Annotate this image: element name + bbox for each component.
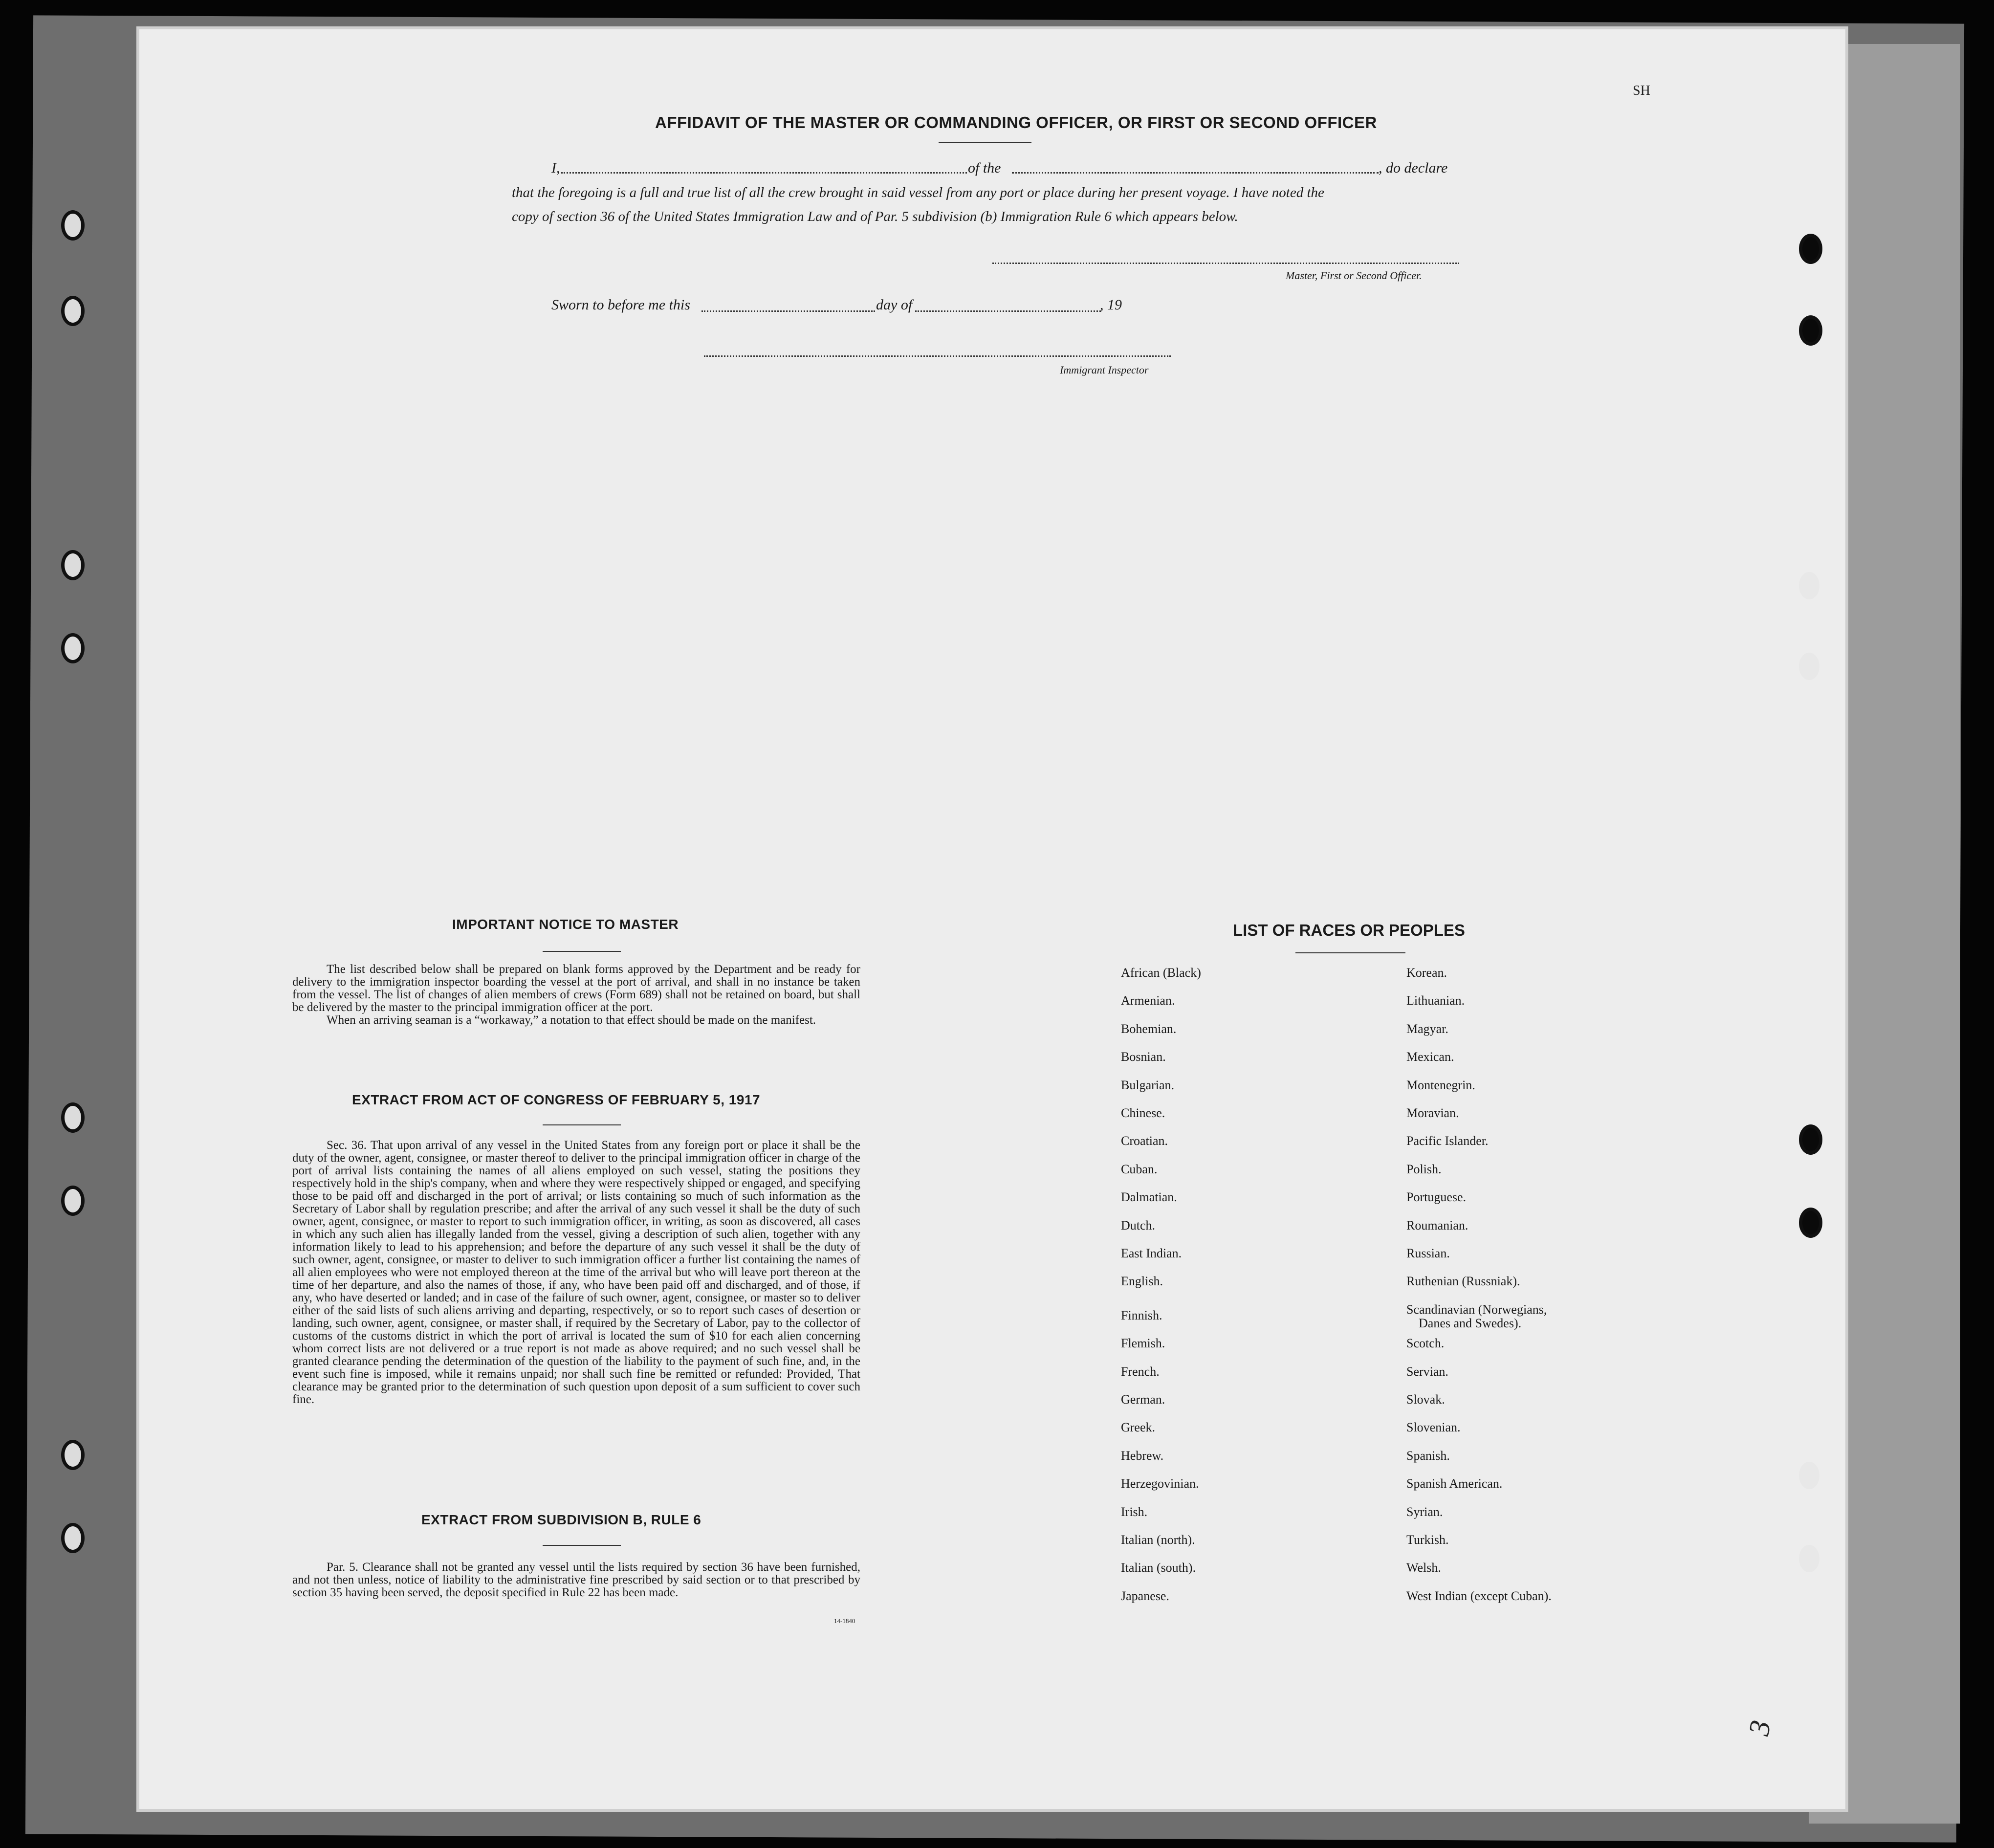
inspector-signature-line: [704, 355, 1171, 357]
race-right-item: Mexican.: [1406, 1050, 1454, 1064]
notice-paragraph-1: The list described below shall be prepared on blank forms approved by the Department and be ready for delivery to the immigration inspector boarding the vessel at the port of arrival, and shall in no instance be taken from the vessel. The list of changes of alien members of crews (Form 689) shall not be retained on board, but shall be delivered by the master to the principal immigration officer at the port.: [292, 963, 860, 1014]
race-left-item: Irish.: [1121, 1505, 1148, 1519]
affidavit-i: I,: [551, 160, 560, 176]
race-left-item: Dalmatian.: [1121, 1190, 1177, 1204]
name-blank: [561, 172, 967, 174]
race-left-item: Croatian.: [1121, 1134, 1168, 1148]
sworn-day-blank: [701, 310, 875, 312]
race-right-item: Montenegrin.: [1406, 1078, 1475, 1092]
rule-extract-text: Par. 5. Clearance shall not be granted any vessel until the lists required by section 36 have been furnished, and not then unless, notice of liability to the administrative fine prescribed by said section or to that prescribed by section 35 having been served, the deposit specified in Rule 22 has been made.: [292, 1561, 860, 1599]
race-right-item: Slovenian.: [1406, 1420, 1461, 1434]
master-signature-line: [992, 263, 1459, 264]
affidavit-declare: , do declare: [1379, 160, 1448, 176]
punch-hole-icon: [61, 550, 85, 580]
race-left-item: French.: [1121, 1364, 1160, 1379]
binding-hole-icon: [1799, 1124, 1822, 1155]
vessel-blank: [1012, 172, 1379, 174]
notice-body: [292, 963, 860, 1027]
affidavit-line3: copy of section 36 of the United States Immigration Law and of Par. 5 subdivision (b) Immigration Rule 6 which appears below.: [512, 209, 1238, 224]
rule-title-rule: [543, 1545, 621, 1546]
race-left-item: Cuban.: [1121, 1162, 1158, 1176]
binding-hole-icon: [1799, 572, 1819, 599]
race-right-item: Ruthenian (Russniak).: [1406, 1274, 1520, 1288]
race-right-item: Scotch.: [1406, 1336, 1445, 1350]
race-right-item: Lithuanian.: [1406, 993, 1465, 1008]
rule-extract-title: EXTRACT FROM SUBDIVISION B, RULE 6: [421, 1512, 701, 1527]
punch-hole-icon: [61, 296, 85, 326]
race-right-item: Servian.: [1406, 1364, 1448, 1379]
race-left-item: East Indian.: [1121, 1246, 1182, 1260]
race-left-item: Bohemian.: [1121, 1022, 1177, 1036]
race-right-item: Turkish.: [1406, 1533, 1449, 1547]
race-left-item: Japanese.: [1121, 1589, 1169, 1603]
race-right-item: Syrian.: [1406, 1505, 1443, 1519]
notice-title-rule: [543, 951, 621, 952]
binding-hole-icon: [1799, 234, 1822, 264]
punch-hole-icon: [61, 633, 85, 663]
race-right-item: Spanish.: [1406, 1449, 1450, 1463]
manifest-page: [139, 29, 1845, 1809]
affidavit-of-the: of the: [968, 160, 1001, 176]
title-underline: [939, 142, 1031, 143]
race-left-item: Flemish.: [1121, 1336, 1165, 1350]
race-right-item: Spanish American.: [1406, 1476, 1503, 1491]
race-right-item: Russian.: [1406, 1246, 1450, 1260]
form-number: 14-1840: [834, 1617, 855, 1625]
race-left-item: Bosnian.: [1121, 1050, 1166, 1064]
race-left-item: Armenian.: [1121, 993, 1175, 1008]
race-right-item: Danes and Swedes).: [1419, 1316, 1522, 1330]
race-left-item: Italian (north).: [1121, 1533, 1195, 1547]
sworn-year: , 19: [1100, 297, 1122, 313]
race-left-item: Greek.: [1121, 1420, 1156, 1434]
sworn-prefix: Sworn to before me this: [551, 297, 690, 313]
act-extract-text: Sec. 36. That upon arrival of any vessel in the United States from any foreign port or place it shall be the duty of the owner, agent, consignee, or master thereof to deliver to the principal immigration officer in charge of the port of arrival lists containing the names of all aliens employed on such vessel, stating the positions they respectively hold in the ship's company, when and where they were respectively shipped or engaged, and specifying those to be paid off and discharged in the port of arrival; or lists containing so much of such information as the Secretary of Labor shall by regulation prescribe; and after the arrival of any such vessel it shall be the duty of such owner, agent, consignee, or master to report to such immigration officer, in writing, as soon as discovered, all cases in which any such alien has illegally landed from the vessel, giving a description of such alien, together with any information likely to lead to his apprehension; and before the departure of any such vessel it shall be the duty of such owner, agent, consignee, or master to deliver to such immigration officer a further list containing the names of all alien employees who were not employed thereon at the time of the arrival but who will leave port thereon at the time of her departure, and also the names of those, if any, who have been paid off and discharged, and of those, if any, who have deserted or landed; and in case of the failure of such owner, agent, consignee, or master so to deliver either of the said lists of such aliens arriving and departing, respectively, or so to report such cases of desertion or landing, such owner, agent, consignee, or master shall, if required by the Secretary of Labor, pay to the collector of customs of the customs district in which the port of arrival is located the sum of $10 for each alien concerning whom correct lists are not delivered or a true report is not made as above required; and no such vessel shall be granted clearance pending the determination of the question of the liability to the payment of such fine, and, in the event such fine is imposed, while it remains unpaid; nor shall such fine be remitted or refunded: Provided, That clearance may be granted prior to the determination of such question upon deposit of a sum sufficient to cover such fine.: [292, 1139, 860, 1406]
race-right-item: Moravian.: [1406, 1106, 1459, 1120]
master-signature-label: Master, First or Second Officer.: [1286, 269, 1422, 282]
race-right-item: Scandinavian (Norwegians,: [1406, 1302, 1547, 1317]
act-title-rule: [543, 1124, 621, 1125]
punch-hole-icon: [61, 1102, 85, 1133]
notice-paragraph-2: When an arriving seaman is a “workaway,” a notation to that effect should be made on the manifest.: [327, 1013, 816, 1027]
act-extract-title: EXTRACT FROM ACT OF CONGRESS OF FEBRUARY 5, 1917: [352, 1092, 761, 1107]
race-left-item: Dutch.: [1121, 1218, 1156, 1232]
race-left-item: Bulgarian.: [1121, 1078, 1175, 1092]
race-left-item: African (Black): [1121, 966, 1201, 980]
race-left-item: Italian (south).: [1121, 1561, 1196, 1575]
race-right-item: Slovak.: [1406, 1392, 1445, 1407]
sheet-mark: SH: [1633, 83, 1650, 98]
punch-hole-icon: [61, 210, 85, 241]
race-right-item: Pacific Islander.: [1406, 1134, 1489, 1148]
inspector-signature-label: Immigrant Inspector: [1060, 364, 1149, 376]
race-left-item: German.: [1121, 1392, 1165, 1407]
sworn-month-blank: [915, 310, 1101, 312]
binding-hole-icon: [1799, 1545, 1819, 1572]
notice-title: IMPORTANT NOTICE TO MASTER: [452, 917, 679, 932]
punch-hole-icon: [61, 1440, 85, 1470]
corner-mark: 3: [1742, 1717, 1777, 1738]
race-left-item: Finnish.: [1121, 1308, 1162, 1322]
race-right-item: West Indian (except Cuban).: [1406, 1589, 1552, 1603]
affidavit-title: AFFIDAVIT OF THE MASTER OR COMMANDING OFFICER, OR FIRST OR SECOND OFFICER: [655, 113, 1377, 132]
race-left-item: Hebrew.: [1121, 1449, 1164, 1463]
act-extract-body: [292, 1139, 860, 1406]
race-right-item: Polish.: [1406, 1162, 1442, 1176]
sworn-day-of: day of: [876, 297, 913, 313]
races-title: LIST OF RACES OR PEOPLES: [1233, 921, 1465, 939]
binding-hole-icon: [1799, 1208, 1822, 1238]
punch-hole-icon: [61, 1186, 85, 1216]
races-title-rule: [1295, 952, 1405, 953]
affidavit-line2: that the foregoing is a full and true list of all the crew brought in said vessel from any port or place during her present voyage. I have noted the: [512, 185, 1324, 200]
race-left-item: Chinese.: [1121, 1106, 1165, 1120]
race-right-item: Roumanian.: [1406, 1218, 1468, 1232]
binding-hole-icon: [1799, 653, 1819, 680]
race-right-item: Welsh.: [1406, 1561, 1441, 1575]
binding-hole-icon: [1799, 1462, 1819, 1489]
race-left-item: Herzegovinian.: [1121, 1476, 1199, 1491]
binding-hole-icon: [1799, 315, 1822, 346]
race-left-item: English.: [1121, 1274, 1163, 1288]
rule-extract-body: [292, 1561, 860, 1599]
race-right-item: Portuguese.: [1406, 1190, 1467, 1204]
race-right-item: Magyar.: [1406, 1022, 1448, 1036]
race-right-item: Korean.: [1406, 966, 1447, 980]
punch-hole-icon: [61, 1523, 85, 1553]
